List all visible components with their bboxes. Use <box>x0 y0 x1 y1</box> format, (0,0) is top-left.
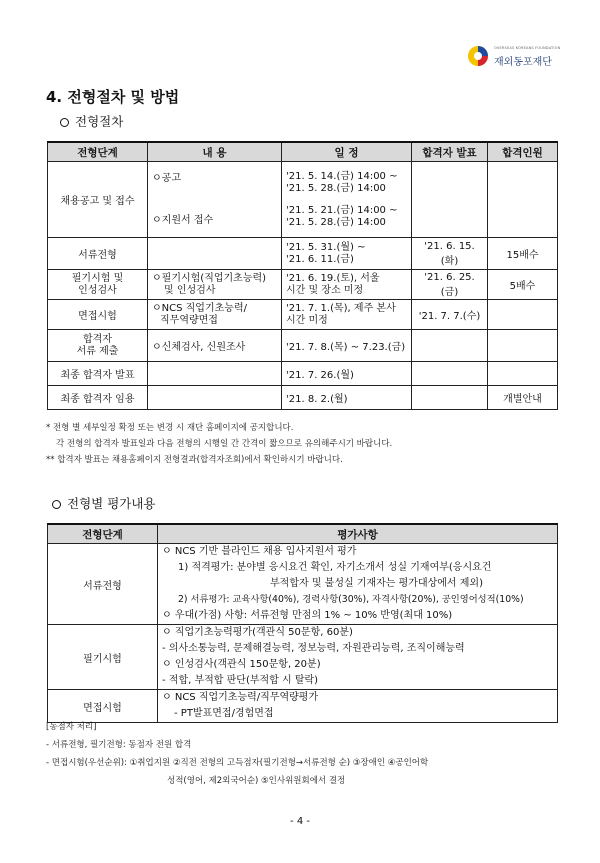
header-count: 합격인원 <box>488 142 558 162</box>
schedule-cell: '21. 8. 2.(월) <box>282 386 412 410</box>
count-cell <box>488 362 558 386</box>
content-cell <box>148 362 282 386</box>
note-line: * 전형 별 세부일정 확정 또는 변경 시 재단 홈페이지에 공지합니다. <box>46 423 294 433</box>
content-cell <box>148 270 282 300</box>
stage-cell <box>48 270 148 300</box>
procedure-subtitle <box>60 112 123 130</box>
stage-cell: 서류전형 <box>48 544 158 625</box>
content-line: ㅇ공고 <box>152 172 181 184</box>
schedule-line: '21. 7. 1.(목), 제주 본사 <box>286 302 396 314</box>
stage-line: 필기시험 및 <box>71 272 124 284</box>
schedule-cell <box>282 270 412 300</box>
criteria-cell <box>158 625 558 690</box>
content-line: 직무역량면접 <box>160 314 218 326</box>
count-cell <box>488 162 558 238</box>
foundation-emblem-icon <box>466 44 490 68</box>
stage-cell: 채용공고 및 접수 <box>48 162 148 238</box>
stage-line: 서류 제출 <box>76 345 119 357</box>
announce-cell: '21. 7. 7.(수) <box>412 300 488 330</box>
header-stage: 전형단계 <box>48 142 148 162</box>
announce-cell <box>412 162 488 238</box>
content-cell: ㅇ신체검사, 신원조사 <box>148 330 282 362</box>
page-number: - 4 - <box>290 816 310 827</box>
criteria-item: - 적합, 부적합 판단(부적합 시 탈락) <box>162 675 319 686</box>
announce-cell <box>412 386 488 410</box>
content-cell <box>148 162 282 238</box>
criteria-item: ㅇ 우대(가점) 사항: 서류전형 만점의 1% ~ 10% 반영(최대 10%) <box>162 610 453 621</box>
stage-cell: 면접시험 <box>48 300 148 330</box>
criteria-item: - PT발표면접/경험면접 <box>174 708 274 719</box>
foundation-logo <box>466 42 566 74</box>
header-stage: 전형단계 <box>48 524 158 544</box>
table-row <box>48 270 558 300</box>
count-cell: 5배수 <box>488 270 558 300</box>
content-line: ㅇ지원서 접수 <box>152 214 214 226</box>
criteria-item: ㅇ NCS 직업기초능력/직무역량평가 <box>162 692 319 703</box>
evaluation-header-row <box>48 524 558 544</box>
stage-cell <box>48 330 148 362</box>
count-cell <box>488 300 558 330</box>
table-row <box>48 330 558 362</box>
stage-cell: 면접시험 <box>48 690 158 723</box>
evaluation-table <box>47 523 558 723</box>
table-row <box>48 544 558 625</box>
content-line: ㅇNCS 직업기초능력/ <box>152 302 247 314</box>
criteria-item: ㅇ 직업기초능력평가(객관식 50문항, 60분) <box>162 627 353 638</box>
rules-title: [동점자 처리] <box>46 722 97 732</box>
count-cell <box>488 330 558 362</box>
header-announce: 합격자 발표 <box>412 142 488 162</box>
evaluation-subtitle-text: 전형별 평가내용 <box>67 496 156 511</box>
schedule-line: '21. 5. 21.(금) 14:00 ~ <box>286 204 398 216</box>
criteria-item: ㅇ NCS 기반 블라인드 채용 입사지원서 평가 <box>162 546 357 557</box>
schedule-line: '21. 5. 28.(금) 14:00 <box>286 182 386 194</box>
content-cell <box>148 386 282 410</box>
stage-line: 합격자 <box>83 333 112 345</box>
criteria-item: 부적합자 및 불성실 기재자는 평가대상에서 제외) <box>270 578 483 589</box>
schedule-line: '21. 6. 11.(금) <box>286 253 354 265</box>
criteria-item: - 의사소통능력, 문제해결능력, 정보능력, 자원관리능력, 조직이해능력 <box>162 643 465 654</box>
note-line: ** 합격자 발표는 채용홈페이지 전형결과(합격자조회)에서 확인하시기 바랍니다. <box>46 455 343 465</box>
stage-cell: 최종 합격자 임용 <box>48 386 148 410</box>
announce-cell: '21. 6. 25.(금) <box>412 270 488 300</box>
header-schedule: 일 정 <box>282 142 412 162</box>
criteria-item: 1) 적격평가: 분야별 응시요건 확인, 자기소개서 성실 기재여부(응시요건 <box>178 562 492 573</box>
note-line: 각 전형의 합격자 발표일과 다음 전형의 시행일 간 간격이 짧으므로 유의해주시기 바랍니다. <box>56 439 393 449</box>
content-line: 및 인성검사 <box>164 284 216 296</box>
circle-bullet-icon <box>52 500 61 509</box>
stage-cell: 최종 합격자 발표 <box>48 362 148 386</box>
tie-break-rules <box>46 718 428 790</box>
schedule-line: '21. 6. 19.(토), 서울 <box>286 272 380 284</box>
schedule-cell: '21. 7. 8.(목) ~ 7.23.(금) <box>282 330 412 362</box>
table-row <box>48 162 558 238</box>
content-line: ㅇ필기시험(직업기초능력) <box>152 272 267 284</box>
table-row <box>48 625 558 690</box>
table-row <box>48 300 558 330</box>
evaluation-subtitle <box>52 494 156 512</box>
criteria-item: ㅇ 인성검사(객관식 150문항, 20분) <box>162 659 321 670</box>
header-criteria: 평가사항 <box>158 524 558 544</box>
criteria-item: 2) 서류평가: 교육사항(40%), 경력사항(30%), 자격사항(20%), 공인영어성적(10%) <box>178 594 524 605</box>
announce-cell <box>412 330 488 362</box>
procedure-subtitle-text: 전형절차 <box>75 114 124 129</box>
count-cell: 15배수 <box>488 238 558 270</box>
procedure-table <box>47 141 558 410</box>
header-content: 내 용 <box>148 142 282 162</box>
stage-cell: 필기시험 <box>48 625 158 690</box>
stage-cell: 서류전형 <box>48 238 148 270</box>
schedule-cell <box>282 238 412 270</box>
schedule-line: '21. 5. 28.(금) 14:00 <box>286 216 386 228</box>
table-row <box>48 362 558 386</box>
circle-bullet-icon <box>60 118 69 127</box>
rules-line: - 면접시험(우선순위): ①취업지원 ②직전 전형의 고득점자(필기전형→서류전형 순) ③장애인 ④공인어학 <box>46 758 429 768</box>
schedule-line: 시간 및 장소 미정 <box>286 284 364 296</box>
schedule-line: 시간 미정 <box>286 314 328 326</box>
schedule-line: '21. 5. 14.(금) 14:00 ~ <box>286 170 398 182</box>
schedule-cell: '21. 7. 26.(월) <box>282 362 412 386</box>
table-row <box>48 386 558 410</box>
schedule-cell <box>282 300 412 330</box>
count-cell: 개별안내 <box>488 386 558 410</box>
announce-cell: '21. 6. 15.(화) <box>412 238 488 270</box>
content-cell <box>148 238 282 270</box>
stage-line: 인성검사 <box>78 284 117 296</box>
procedure-notes <box>46 420 392 468</box>
rules-line: 성적(영어, 제2외국어순) ⑤인사위원회에서 결정 <box>167 776 346 786</box>
section-title: 4. 전형절차 및 방법 <box>46 88 180 106</box>
table-row <box>48 238 558 270</box>
logo-english-name: OVERSEAS KOREANS FOUNDATION <box>494 46 561 50</box>
logo-korean-name: 재외동포재단 <box>494 57 552 68</box>
rules-line: - 서류전형, 필기전형: 동점자 전원 합격 <box>46 740 192 750</box>
procedure-header-row <box>48 142 558 162</box>
schedule-cell <box>282 162 412 238</box>
schedule-line: '21. 5. 31.(월) ~ <box>286 241 366 253</box>
criteria-cell <box>158 544 558 625</box>
content-cell <box>148 300 282 330</box>
announce-cell <box>412 362 488 386</box>
